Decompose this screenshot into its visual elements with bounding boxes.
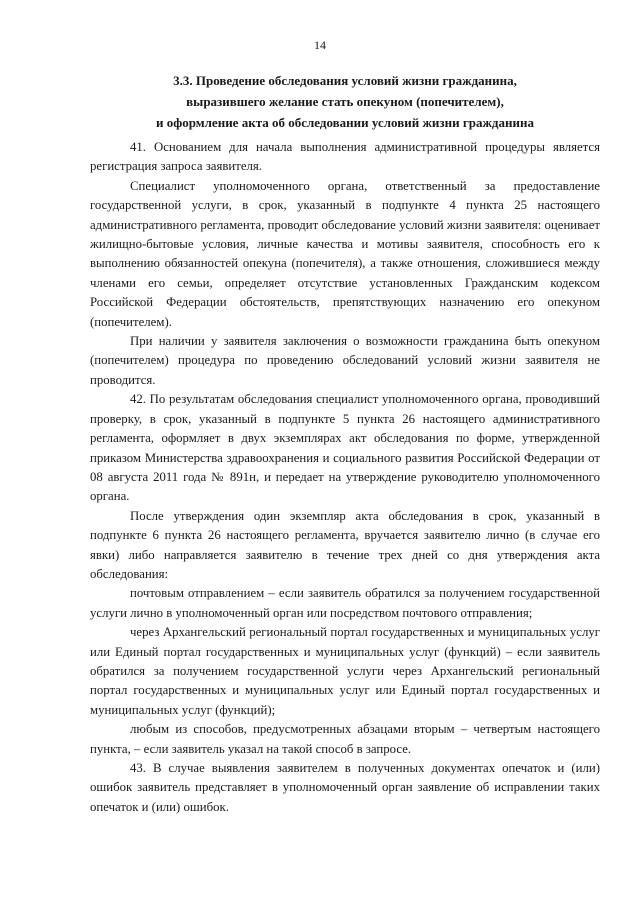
paragraph-42: 42. По результатам обследования специалист уполномоченного органа, проводивший проверку, в срок, указанный в подпункте 5 пункта 26 настоящего административного регламента, оформляет в двух экземплярах акт обследования по форме, утвержденной приказом Министерства здравоохранения и социального развития Российской Федерации от 08 августа 2011 года № 891н, и передает на утверждение руководителю уполномоченного органа.: [90, 392, 600, 504]
paragraph-41: 41. Основанием для начала выполнения административной процедуры является регистрация запроса заявителя.: [90, 140, 600, 174]
section-body: [90, 138, 600, 817]
paragraph-delivery-by-portal: через Архангельский региональный портал государственных и муниципальных услуг или Единый портал государственных и муниципальных услуг (функций) – если заявитель обратился за получением государственной услуги через Архангельский региональный портал государственных и муниципальных услуг или Единый портал государственных и муниципальных услуг (функций);: [90, 625, 600, 717]
paragraph-inspection-procedure: Специалист уполномоченного органа, ответственный за предоставление государственной услуги, в срок, указанный в подпункте 4 пункта 25 настоящего административного регламента, проводит обследование условий жизни заявителя: оценивает жилищно-бытовые условия, личные качества и мотивы заявителя, способность его к выполнению обязанностей опекуна (попечителя), а также отношения, сложившиеся между членами его семьи, определяет отсутствие установленных Гражданским кодексом Российской Федерации обстоятельств, препятствующих назначению его опекуном (попечителем).: [90, 178, 600, 329]
paragraph-43: 43. В случае выявления заявителем в полученных документах опечаток и (или) ошибок заявитель представляет в уполномоченный орган заявление об исправлении таких опечаток и (или) ошибок.: [90, 761, 600, 814]
section-heading-line-3: и оформление акта об обследовании условий жизни гражданина: [156, 115, 534, 130]
section-heading: [90, 70, 600, 133]
paragraph-conclusion-exemption: При наличии у заявителя заключения о возможности гражданина быть опекуном (попечителем) процедура по проведению обследований условий жизни заявителя не проводится.: [90, 334, 600, 387]
paragraph-delivery-by-mail: почтовым отправлением – если заявитель обратился за получением государственной услуги лично в уполномоченный орган или посредством почтового отправления;: [90, 586, 600, 620]
paragraph-delivery-any-method: любым из способов, предусмотренных абзацами вторым – четвертым настоящего пункта, – если заявитель указал на такой способ в запросе.: [90, 722, 600, 756]
section-heading-line-1: 3.3. Проведение обследования условий жизни гражданина,: [173, 73, 517, 88]
section-heading-line-2: выразившего желание стать опекуном (попечителем),: [186, 94, 504, 109]
paragraph-act-delivery: После утверждения один экземпляр акта обследования в срок, указанный в подпункте 6 пункта 26 настоящего регламента, вручается заявителю лично (в случае его явки) либо направляется заявителю в течение трех дней со дня утверждения акта обследования:: [90, 508, 600, 581]
page-number: 14: [314, 38, 326, 52]
